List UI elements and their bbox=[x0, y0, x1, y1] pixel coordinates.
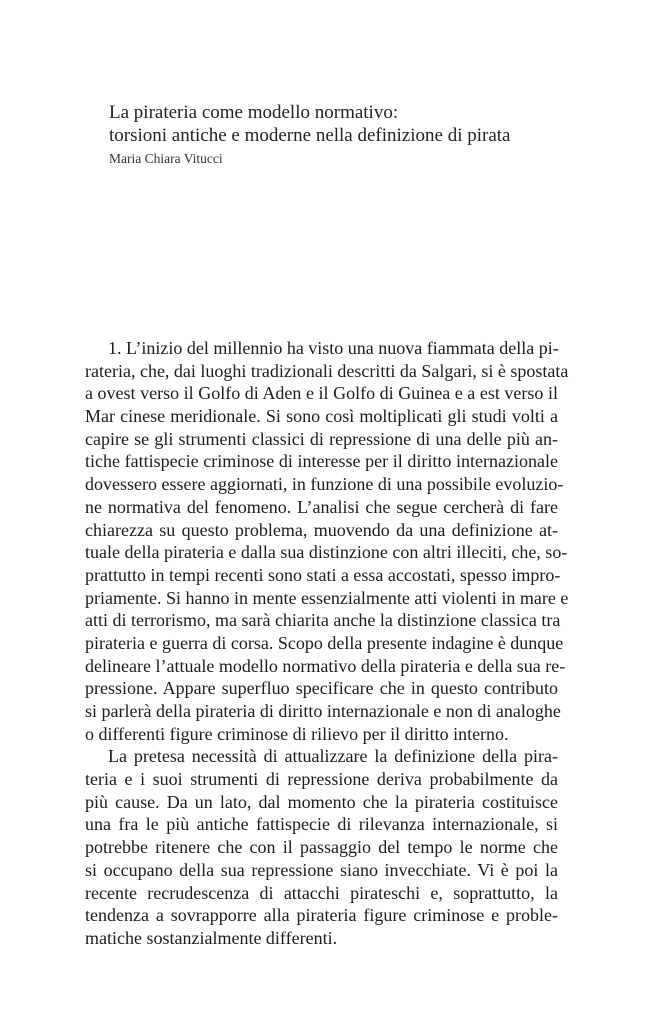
text-line: rateria, che, dai luoghi tradizionali descritti da Salgari, si è spostata bbox=[85, 360, 569, 381]
paragraph-2 bbox=[85, 745, 558, 949]
text-line: dovessero essere aggiornati, in funzione di una possibile evoluzio- bbox=[85, 474, 564, 495]
chapter-title-line-1: La pirateria come modello normativo: bbox=[109, 102, 399, 123]
text-line: a ovest verso il Golfo di Aden e il Golfo di Guinea e a est verso il bbox=[85, 383, 558, 404]
text-line: pressione. Appare superfluo specificare che in questo contributo bbox=[85, 678, 558, 699]
text-line: capire se gli strumenti classici di repressione di una delle più an- bbox=[85, 428, 558, 449]
text-line: si parlerà della pirateria di diritto internazionale e non di analoghe bbox=[85, 701, 561, 721]
text-line: o differenti figure criminose di rilievo per il diritto interno. bbox=[85, 723, 509, 744]
text-line: chiarezza su questo problema, muovendo da una definizione at- bbox=[85, 519, 558, 540]
author-name: Maria Chiara Vitucci bbox=[109, 151, 223, 166]
text-line: teria e i suoi strumenti di repressione deriva probabilmente da bbox=[85, 769, 558, 790]
text-line: si occupano della sua repressione siano invecchiate. Vi è poi la bbox=[85, 859, 558, 880]
body-text bbox=[85, 337, 569, 950]
text-line: Mar cinese meridionale. Si sono così moltiplicati gli studi volti a bbox=[85, 406, 558, 427]
text-line: La pretesa necessità di attualizzare la definizione della pira- bbox=[108, 746, 558, 767]
text-line: tuale della pirateria e dalla sua distinzione con altri illeciti, che, so- bbox=[85, 542, 568, 563]
text-line: più cause. Da un lato, dal momento che la pirateria costituisce bbox=[85, 791, 558, 812]
chapter-title-line-2: torsioni antiche e moderne nella definizione di pirata bbox=[109, 125, 511, 146]
text-line: ne normativa del fenomeno. L’analisi che segue cercherà di fare bbox=[85, 496, 558, 517]
text-line: pirateria e guerra di corsa. Scopo della presente indagine è dunque bbox=[85, 632, 564, 653]
chapter-header bbox=[109, 101, 559, 169]
text-line: atti di terrorismo, ma sarà chiarita anche la distinzione classica tra bbox=[85, 610, 561, 631]
text-line: una fra le più antiche fattispecie di rilevanza internazionale, si bbox=[85, 814, 558, 835]
text-line: delineare l’attuale modello normativo della pirateria e della sua re- bbox=[85, 655, 566, 676]
text-line: prattutto in tempi recenti sono stati a essa accostati, spesso impro- bbox=[85, 564, 561, 585]
text-line: matiche sostanzialmente differenti. bbox=[85, 927, 338, 948]
text-line: 1. L’inizio del millennio ha visto una nuova fiammata della pi- bbox=[108, 338, 559, 358]
text-line: tendenza a sovrapporre alla pirateria figure criminose e proble- bbox=[85, 905, 558, 926]
paragraph-1 bbox=[85, 337, 569, 745]
text-line: recente recrudescenza di attacchi pirateschi e, soprattutto, la bbox=[85, 882, 558, 903]
text-line: tiche fattispecie criminose di interesse per il diritto internazionale bbox=[85, 451, 558, 472]
text-line: potrebbe ritenere che con il passaggio del tempo le norme che bbox=[85, 837, 558, 858]
text-line: priamente. Si hanno in mente essenzialmente atti violenti in mare e bbox=[85, 587, 569, 608]
